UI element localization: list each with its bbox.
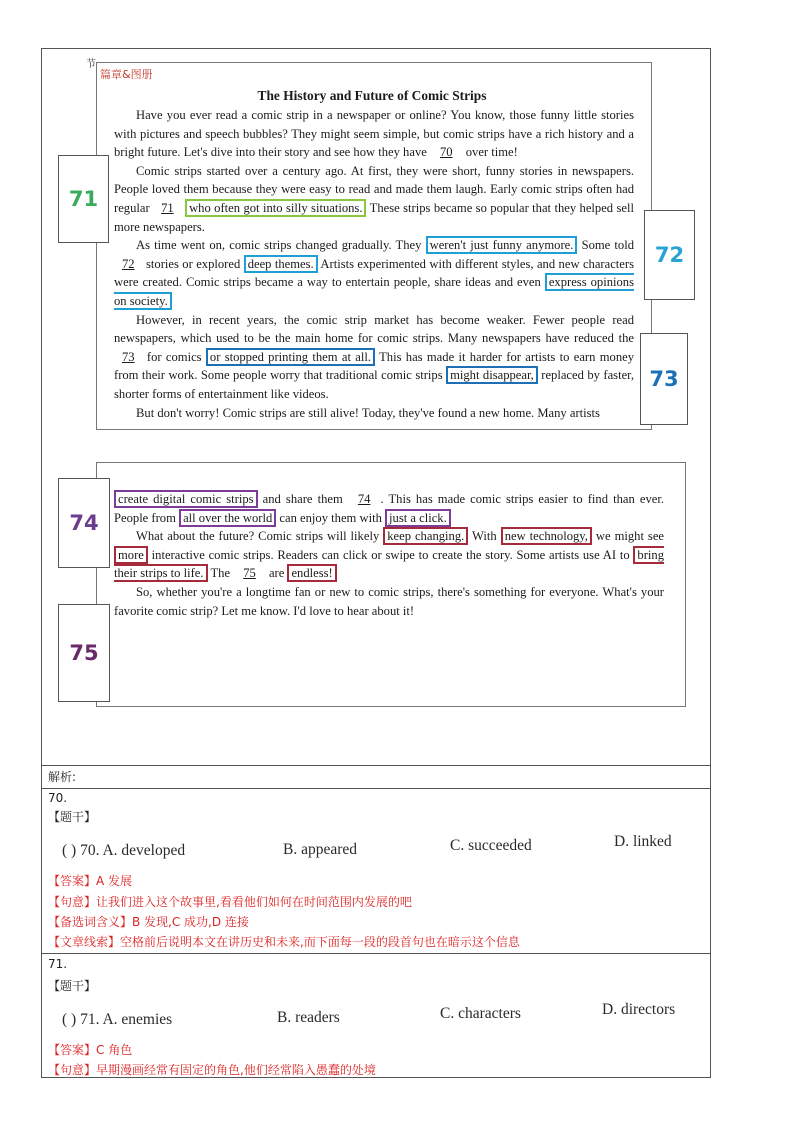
paragraph-2: Comic strips started over a century ago. At first, they were short, funny stories in newspapers. People loved them because they were easy to read and made them laugh. Early comic strips often had regular 71 who often got into silly situations. These strips became so popular that they helped sell more newspapers. [114,163,634,234]
paragraph-5: But don't worry! Comic strips are still alive! Today, they've found a new home. Many artists [136,405,600,420]
q70-option-a: ( ) 70. A. developed [62,842,186,859]
tag-71: 71 [58,155,109,243]
paragraph-6: create digital comic strips and share them 74 . This has made comic strips easier to find than ever. People from all over the world can enjoy them with just a click. [114,492,665,525]
passage-top-text [114,106,634,422]
analysis-label: 解析: [48,770,77,784]
q71-answer: 【答案】C 角色 [48,1043,133,1057]
passage-title: The History and Future of Comic Strips [257,88,487,103]
highlight-75c: more [114,546,148,564]
q71-number: 71. [48,957,68,971]
highlight-72c: express opinions on society. [114,275,634,308]
blank-75: 75 [243,566,256,581]
tag-74: 74 [58,478,110,568]
q70-option-c: C. succeeded [450,837,532,854]
divider-analysis [41,765,711,766]
blank-74: 74 [357,492,371,506]
tag-73: 73 [640,333,688,425]
highlight-71: who often got into silly situations. [185,199,366,217]
tag-72: 72 [644,210,695,300]
q71-stem-label: 【题干】 [48,979,97,993]
highlight-72b: deep themes. [244,255,318,273]
blank-72: 72 [122,256,135,271]
q70-clue: 【文章线索】空格前后说明本文在讲历史和未来,而下面每一段的段首句也在暗示这个信息 [48,935,520,949]
blank-71: 71 [161,200,174,215]
header-tag: 篇章&图册 [100,68,153,81]
q71-meaning: 【句意】早期漫画经常有固定的角色,他们经常陷入愚蠢的处境 [48,1063,376,1077]
highlight-72a: weren't just funny anymore. [426,236,578,254]
highlight-74b: all over the world [179,509,276,527]
q71-option-d: D. directors [602,1001,676,1018]
q70-stem-label: 【题干】 [48,810,97,824]
highlight-74c: just a click. [385,509,451,527]
page-mark: 节 [86,59,96,70]
q71-option-c: C. characters [440,1005,521,1022]
highlight-75a: keep changing. [383,527,468,545]
divider-q70 [41,788,711,789]
paragraph-1: Have you ever read a comic strip in a newspaper or online? You know, those funny little stories with pictures and speech bubbles? They might seem simple, but comic strips have a rich history and a bright future. Let's dive into their story and see how they have 70 over time! [114,108,634,160]
highlight-73a: or stopped printing them at all. [206,348,375,366]
highlight-75e: endless! [287,564,336,582]
highlight-73b: might disappear, [446,366,538,384]
highlight-75d: bring their strips to life. [114,547,664,581]
tag-75: 75 [58,604,110,702]
q70-option-b: B. appeared [283,841,358,858]
q70-option-d: D. linked [614,833,672,850]
q70-answer: 【答案】A 发展 [48,874,133,888]
passage-bottom-text [114,490,664,620]
q70-number: 70. [48,791,68,805]
paragraph-7: What about the future? Comic strips will likely keep changing. With new technology, we might see more interactive comic strips. Readers can click or swipe to create the story. Some artists use AI to bring their strips to life. The 75 are endless! [114,529,665,581]
q70-options-meaning: 【备选词含义】B 发现,C 成功,D 连接 [48,915,249,929]
paragraph-3: As time went on, comic strips changed gradually. They weren't just funny anymore. Some told 72 stories or explored deep themes. Artists experimented with different styles, and new characters were created. Comic strips became a way to entertain people, share ideas and even express opinions on society. [114,238,635,308]
q70-meaning: 【句意】让我们进入这个故事里,看看他们如何在时间范围内发展的吧 [48,895,412,909]
paragraph-4: However, in recent years, the comic strip market has become weaker. Fewer people read newspapers, which used to be the main home for comic strips. Many newspapers have reduced the 73 for comics or stopped printing them at all. This has made it harder for artists to earn money from their work. Some people worry that traditional comic strips might disappear, replaced by faster, shorter forms of entertainment like videos. [114,312,634,401]
blank-73: 73 [122,349,135,364]
highlight-74a: create digital comic strips [114,490,258,508]
paragraph-8: So, whether you're a longtime fan or new to comic strips, there's something for everyone. What's your favorite comic strip? Let me know. I'd love to hear about it! [114,584,664,618]
q71-option-b: B. readers [277,1009,340,1026]
q71-option-a: ( ) 71. A. enemies [62,1011,173,1028]
highlight-75b: new technology, [501,527,592,545]
divider-q71 [41,953,711,954]
blank-70: 70 [439,145,453,160]
